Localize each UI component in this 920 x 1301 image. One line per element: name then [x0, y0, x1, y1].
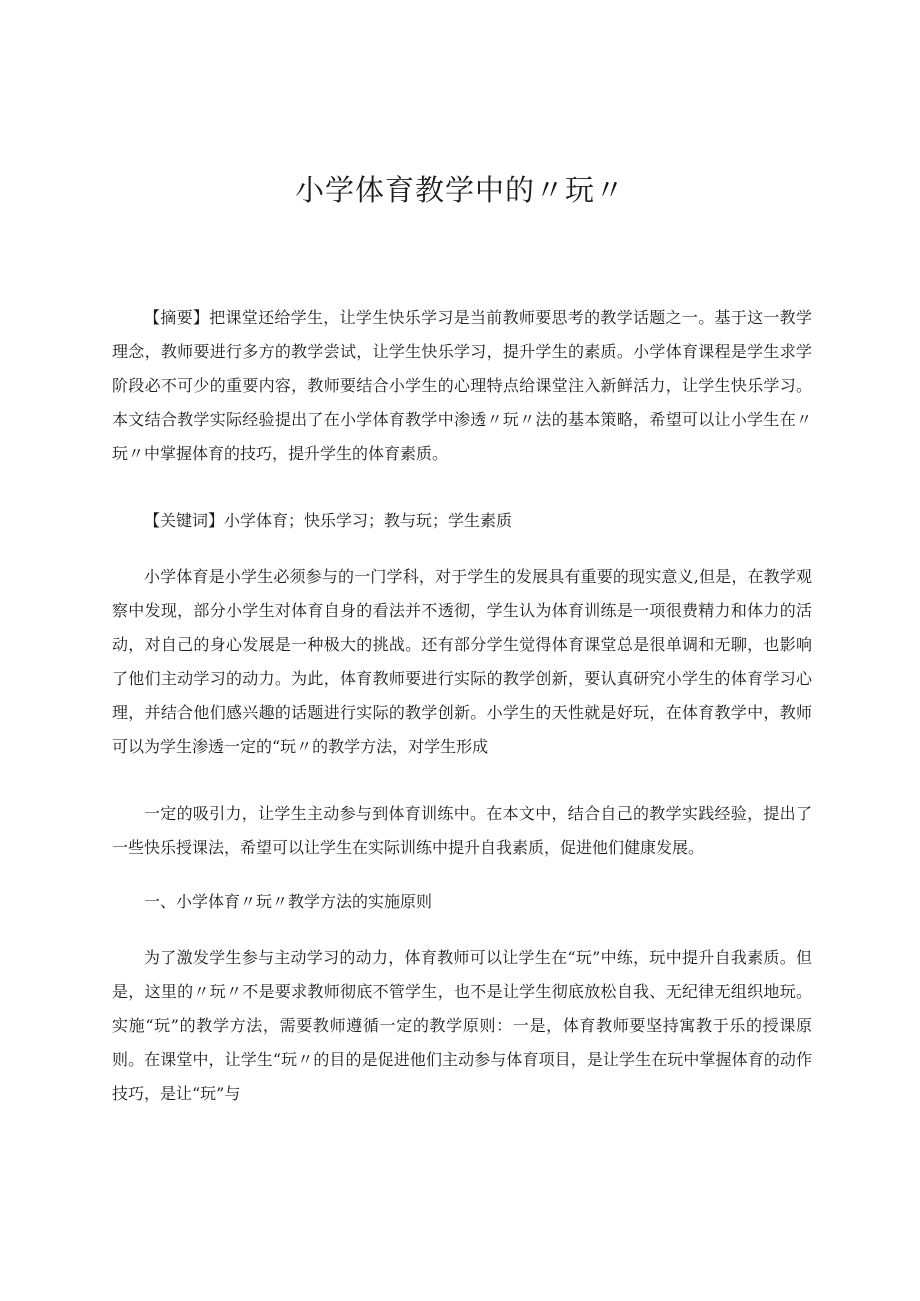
body-paragraph: 一定的吸引力，让学生主动参与到体育训练中。在本文中，结合自己的教学实践经验，提出了一些快乐授课法，希望可以让学生在实际训练中提升自我素质，促进他们健康发展。 [112, 804, 812, 857]
keywords-paragraph: 【关键词】小学体育；快乐学习；教与玩；学生素质 [144, 511, 513, 530]
section-heading: 一、小学体育〃玩〃教学方法的实施原则 [144, 892, 433, 911]
body-paragraph: 小学体育是小学生必须参与的一门学科，对于学生的发展具有重要的现实意义,但是，在教学观察中发现，部分小学生对体育自身的看法并不透彻，学生认为体育训练是一项很费精力和体力的活动，对自己的身心发展是一种极大的挑战。还有部分学生觉得体育课堂总是很单调和无聊，也影响了他们主动学习的动力。为此，体育教师要进行实际的教学创新，要认真研究小学生的体育学习心理，并结合他们感兴趣的话题进行实际的教学创新。小学生的天性就是好玩，在体育教学中，教师可以为学生渗透一定的“玩〃的教学方法，对学生形成 [112, 567, 812, 756]
section-paragraph: 为了激发学生参与主动学习的动力，体育教师可以让学生在“玩”中练，玩中提升自我素质。但是，这里的〃玩〃不是要求教师彻底不管学生，也不是让学生彻底放松自我、无纪律无组织地玩。实施“玩”的教学方法，需要教师遵循一定的教学原则：一是，体育教师要坚持寓教于乐的授课原则。在课堂中，让学生“玩〃的目的是促进他们主动参与体育项目，是让学生在玩中掌握体育的动作技巧，是让“玩”与 [112, 948, 812, 1103]
document-title: 小学体育教学中的〃玩〃 [294, 173, 625, 207]
abstract-paragraph: 【摘要】把课堂还给学生，让学生快乐学习是当前教师要思考的教学话题之一。基于这一教学理念，教师要进行多方的教学尝试，让学生快乐学习，提升学生的素质。小学体育课程是学生求学阶段必不可少的重要内容，教师要结合小学生的心理特点给课堂注入新鲜活力，让学生快乐学习。本文结合教学实际经验提出了在小学体育教学中渗透〃玩〃法的基本策略，希望可以让小学生在〃玩〃中掌握体育的技巧，提升学生的体育素质。 [112, 308, 812, 463]
